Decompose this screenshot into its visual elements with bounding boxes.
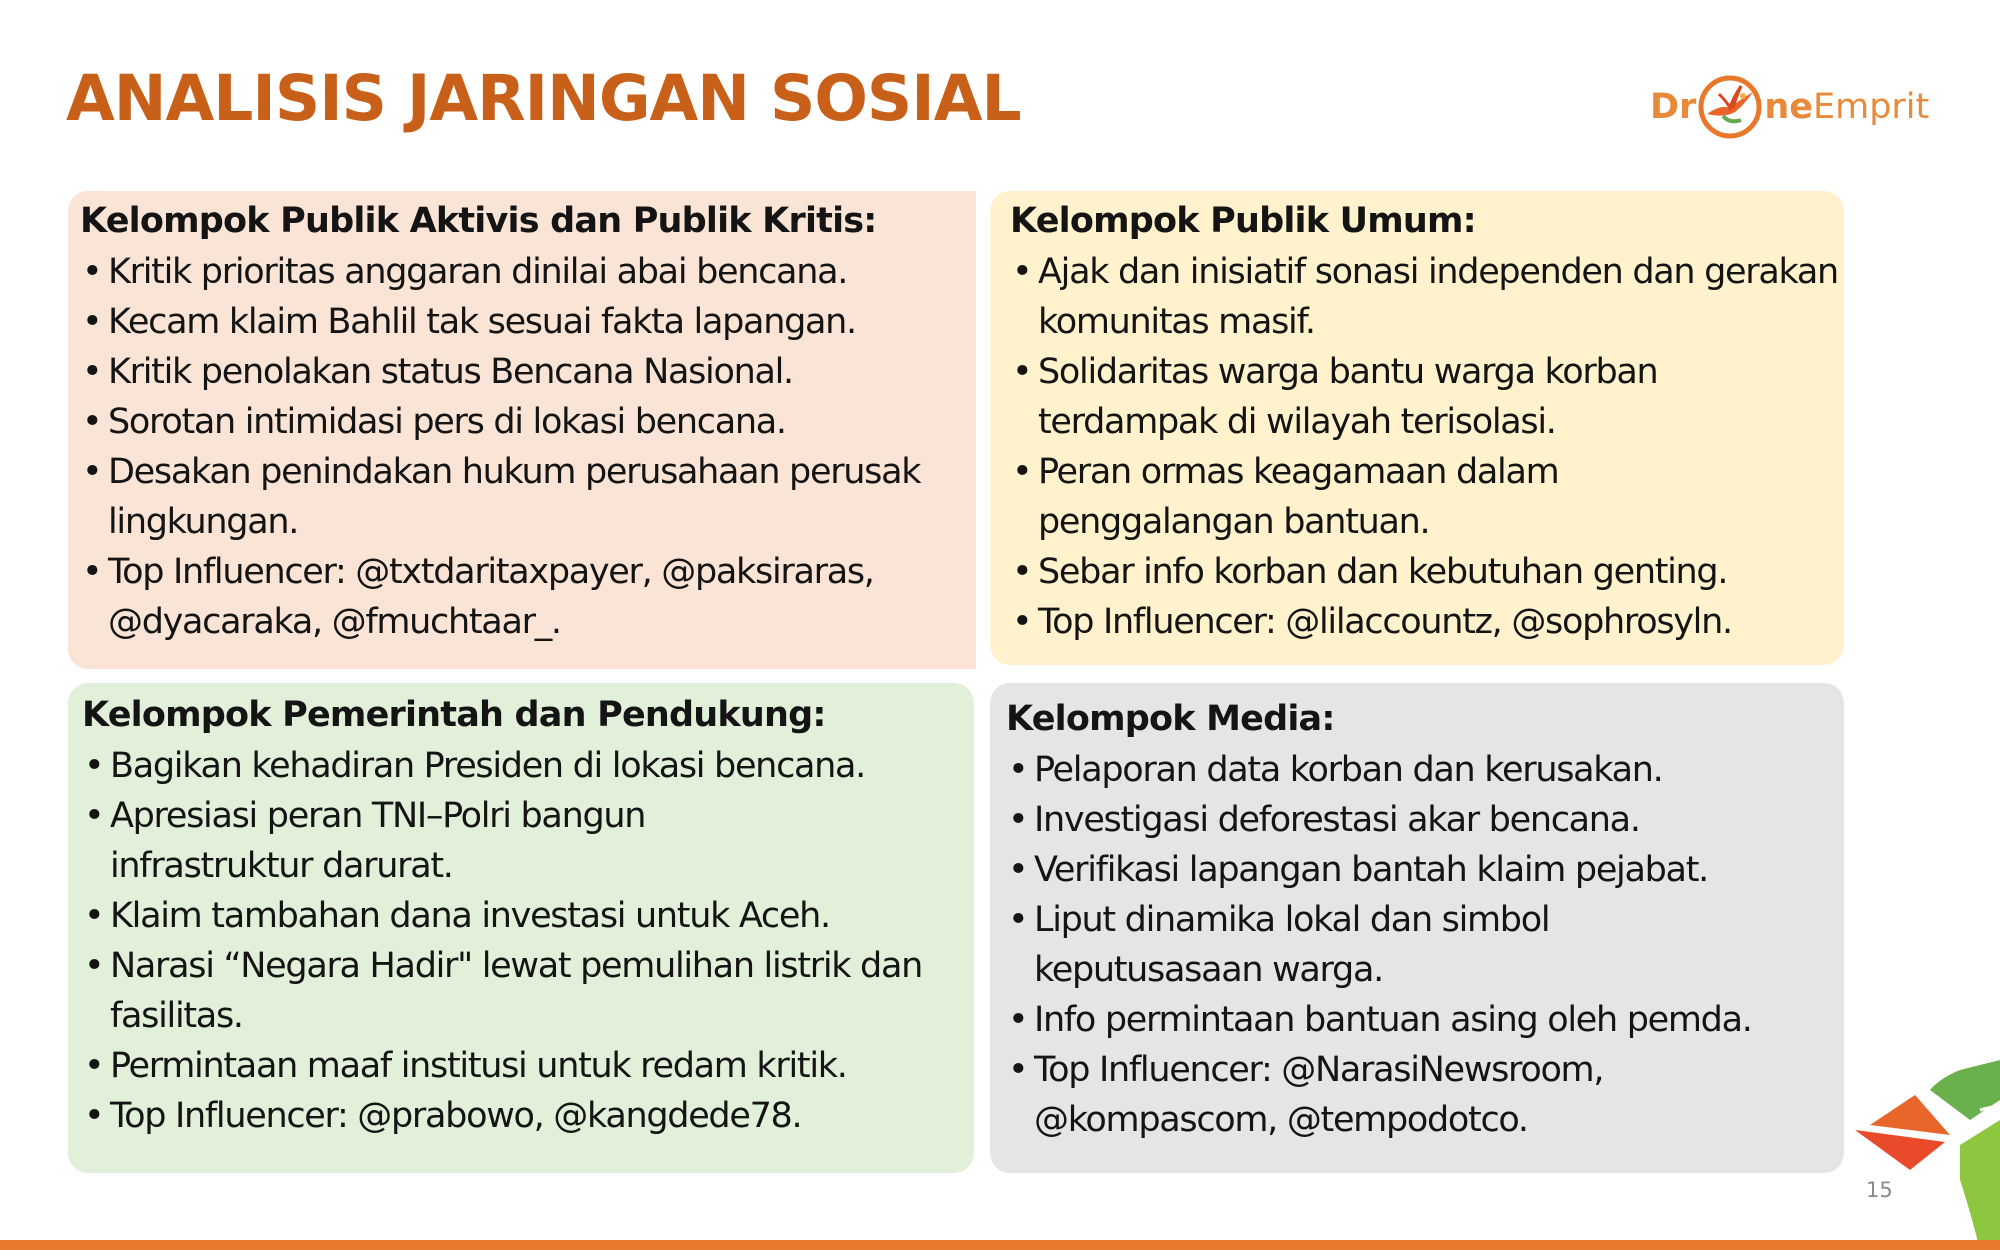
list-item: • Klaim tambahan dana investasi untuk Aceh. [82, 891, 972, 941]
group-title-general-public: Kelompok Publik Umum: [1010, 201, 1476, 241]
page-number: 15 [1866, 1178, 1893, 1202]
list-item: • Pelaporan data korban dan kerusakan. [1006, 745, 1866, 795]
corner-decoration-graphic [1840, 1050, 2000, 1250]
logo-text-emprit: Emprit [1812, 87, 1930, 127]
group-card-content [82, 689, 972, 1141]
group-title-government: Kelompok Pemerintah dan Pendukung: [82, 695, 826, 735]
list-item: • Bagikan kehadiran Presiden di lokasi bencana. [82, 741, 972, 791]
group-items-media [1006, 745, 1866, 1145]
list-item: • Top Influencer: @prabowo, @kangdede78. [82, 1091, 972, 1141]
list-item: • Kritik prioritas anggaran dinilai abai bencana. [80, 247, 970, 297]
list-item: • Top Influencer: @NarasiNewsroom, @kompascom, @tempodotco. [1006, 1045, 1794, 1145]
list-item: • Kecam klaim Bahlil tak sesuai fakta lapangan. [80, 297, 970, 347]
list-item: • Verifikasi lapangan bantah klaim pejabat. [1006, 845, 1866, 895]
list-item: • Peran ormas keagamaan dalam penggalangan bantuan. [1010, 447, 1698, 547]
group-items-activist [80, 247, 970, 647]
logo-text-dr: Dr [1650, 87, 1697, 127]
list-item: • Desakan penindakan hukum perusahaan perusak lingkungan. [80, 447, 928, 547]
list-item: • Top Influencer: @txtdaritaxpayer, @paksiraras, @dyacaraka, @fmuchtaar_. [80, 547, 928, 647]
group-card-content [1010, 195, 1870, 647]
list-item: • Narasi “Negara Hadir" lewat pemulihan listrik dan fasilitas. [82, 941, 990, 1041]
group-items-government [82, 741, 972, 1141]
group-card-media [990, 683, 1844, 1173]
list-item: • Permintaan maaf institusi untuk redam kritik. [82, 1041, 972, 1091]
group-title-activist: Kelompok Publik Aktivis dan Publik Kritis: [80, 201, 877, 241]
list-item: • Apresiasi peran TNI–Polri bangun infrastruktur darurat. [82, 791, 790, 891]
list-item: • Liput dinamika lokal dan simbol keputusasaan warga. [1006, 895, 1714, 995]
list-item: • Kritik penolakan status Bencana Nasional. [80, 347, 970, 397]
group-card-general-public [990, 191, 1844, 665]
list-item: • Solidaritas warga bantu warga korban terdampak di wilayah terisolasi. [1010, 347, 1838, 447]
list-item: • Investigasi deforestasi akar bencana. [1006, 795, 1866, 845]
group-card-content [80, 195, 970, 647]
list-item: • Info permintaan bantuan asing oleh pemda. [1006, 995, 1866, 1045]
list-item: • Ajak dan inisiatif sonasi independen dan gerakan komunitas masif. [1010, 247, 1838, 347]
group-card-content [1006, 693, 1866, 1145]
drone-bird-icon [1697, 74, 1763, 140]
group-items-general-public [1010, 247, 1870, 647]
page-title: ANALISIS JARINGAN SOSIAL [66, 62, 1021, 135]
logo-text-ne: ne [1764, 87, 1813, 127]
list-item: • Sorotan intimidasi pers di lokasi bencana. [80, 397, 970, 447]
drone-emprit-logo [1650, 72, 1929, 142]
group-title-media: Kelompok Media: [1006, 699, 1335, 739]
footer-accent-bar [0, 1240, 2000, 1250]
list-item: • Top Influencer: @lilaccountz, @sophrosyln. [1010, 597, 1870, 647]
group-card-government [68, 683, 974, 1173]
list-item: • Sebar info korban dan kebutuhan genting. [1010, 547, 1870, 597]
group-card-activist [68, 191, 976, 669]
